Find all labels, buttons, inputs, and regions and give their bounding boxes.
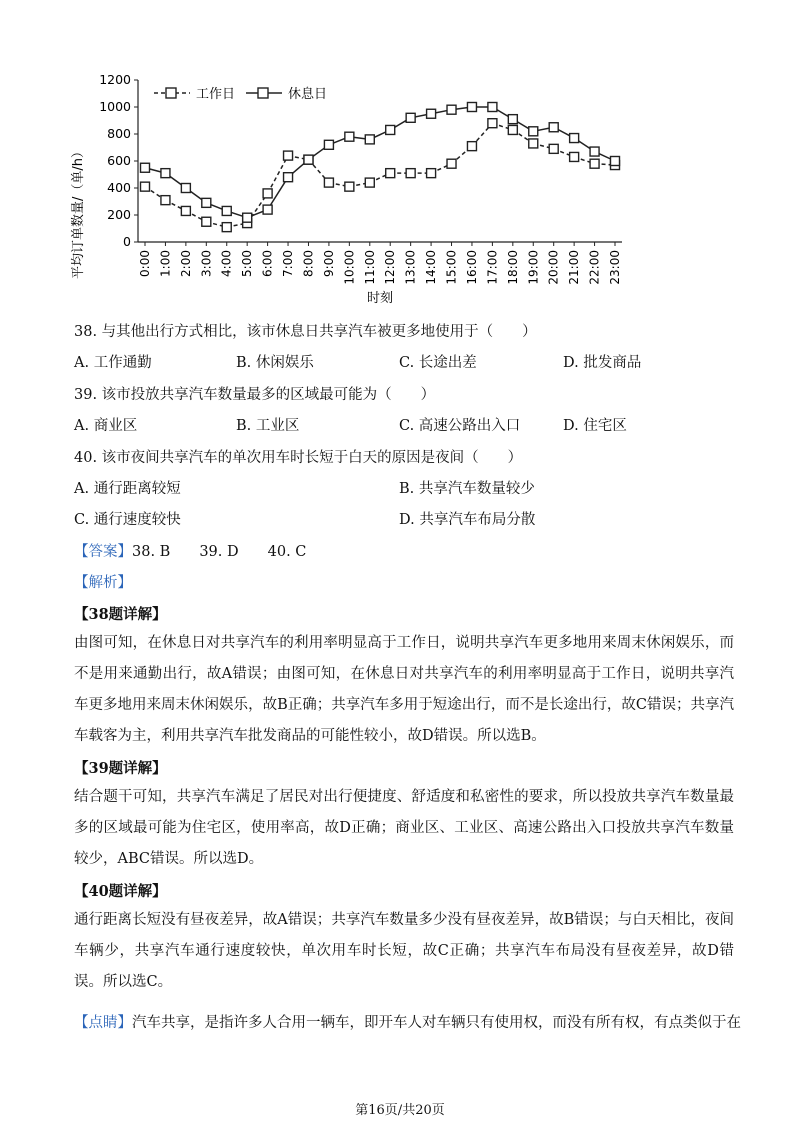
data-point <box>141 163 150 172</box>
chart-legend <box>154 86 327 102</box>
x-tick-label: 20:00 <box>546 250 561 285</box>
data-point <box>222 223 231 232</box>
data-point <box>611 157 620 166</box>
y-tick-label: 200 <box>107 207 131 222</box>
data-point <box>467 142 476 151</box>
q38-option-a: A. 工作通勤 <box>74 355 152 371</box>
y-axis-label: 平均订单数量/（单/h） <box>71 145 86 279</box>
data-point <box>447 105 456 114</box>
data-point <box>284 151 293 160</box>
data-point <box>161 169 170 178</box>
y-tick-label: 400 <box>107 180 131 195</box>
data-point <box>467 103 476 112</box>
data-point <box>202 198 211 207</box>
q38-option-b: B. 休闲娱乐 <box>236 355 314 371</box>
q39-explain-text: 结合题干可知，共享汽车满足了居民对出行便捷度、舒适度和私密性的要求，所以投放共享汽车数量最多的区域最可能为住宅区，使用率高，故D正确；商业区、工业区、高速公路出入口投放共享汽车数量较少，ABC错误。所以选D。 <box>74 789 734 867</box>
data-point <box>386 169 395 178</box>
legend-workday: 工作日 <box>196 87 236 102</box>
data-point <box>222 206 231 215</box>
data-point <box>181 206 190 215</box>
data-point <box>324 178 333 187</box>
data-point <box>488 119 497 128</box>
q39-explain-title: 【39题详解】 <box>74 760 167 777</box>
x-tick-label: 23:00 <box>608 250 622 285</box>
x-tick-label: 18:00 <box>505 250 520 285</box>
data-point <box>508 115 517 124</box>
x-tick-label: 14:00 <box>424 250 439 285</box>
y-tick-label: 600 <box>107 153 131 168</box>
question-40-stem: 40. 该市夜间共享汽车的单次用车时长短于白天的原因是夜间（ ） <box>74 450 523 466</box>
x-tick-label: 10:00 <box>342 250 357 285</box>
y-tick-label: 1000 <box>99 99 131 114</box>
y-tick-label: 800 <box>107 126 131 141</box>
answer-line <box>74 540 306 561</box>
data-point <box>324 140 333 149</box>
q39-option-a: A. 商业区 <box>74 418 138 434</box>
x-tick-label: 3:00 <box>199 250 214 277</box>
data-point <box>243 213 252 222</box>
data-point <box>365 178 374 187</box>
tip-text: 汽车共享，是指许多人合用一辆车，即开车人对车辆只有使用权，而没有所有权，有点类似于在 <box>132 1015 741 1031</box>
data-point <box>263 205 272 214</box>
data-point <box>427 169 436 178</box>
x-tick-label: 1:00 <box>158 250 173 277</box>
q40-option-b: B. 共享汽车数量较少 <box>399 481 535 497</box>
data-point <box>181 184 190 193</box>
legend-restday: 休息日 <box>288 87 328 102</box>
x-axis-label: 时刻 <box>366 291 394 306</box>
q40-option-d: D. 共享汽车布局分散 <box>399 512 536 528</box>
x-tick-label: 11:00 <box>362 250 377 285</box>
data-point <box>345 182 354 191</box>
tip-label: 【点睛】 <box>74 1015 132 1031</box>
data-point <box>284 173 293 182</box>
data-point <box>529 127 538 136</box>
data-point <box>549 123 558 132</box>
data-point <box>549 144 558 153</box>
line-chart <box>60 62 640 312</box>
q38-explain-text: 由图可知，在休息日对共享汽车的利用率明显高于工作日，说明共享汽车更多地用来周末休闲娱乐，而不是用来通勤出行，故A错误；由图可知，在休息日对共享汽车的利用率明显高于工作日，说明共享汽车更多地用来周末休闲娱乐，故B正确；共享汽车多用于短途出行，而不是长途出行，故C错误；共享汽车载客为主，利用共享汽车批发商品的可能性较小，故D错误。所以选B。 <box>74 635 734 744</box>
q38-explain-title: 【38题详解】 <box>74 606 167 623</box>
q40-explain-title: 【40题详解】 <box>74 883 167 900</box>
data-point <box>590 159 599 168</box>
analysis-label: 【解析】 <box>74 575 132 591</box>
q38-option-c: C. 长途出差 <box>399 355 477 371</box>
x-tick-label: 6:00 <box>260 250 275 277</box>
data-point <box>406 169 415 178</box>
answer-label: 【答案】 <box>74 544 132 560</box>
question-39-stem: 39. 该市投放共享汽车数量最多的区域最可能为（ ） <box>74 387 436 403</box>
tip-line <box>74 1011 741 1032</box>
q40-explain-text: 通行距离长短没有昼夜差异，故A错误；共享汽车数量多少没有昼夜差异，故B错误；与白天相比，夜间车辆少，共享汽车通行速度较快，单次用车时长短，故C正确；共享汽车布局没有昼夜差异，故D错误。所以选C。 <box>74 912 734 990</box>
q38-option-d: D. 批发商品 <box>563 355 642 371</box>
data-point <box>386 125 395 134</box>
data-point <box>427 109 436 118</box>
series-workday <box>141 119 620 232</box>
q40-option-c: C. 通行速度较快 <box>74 512 181 528</box>
q39-option-b: B. 工业区 <box>236 418 300 434</box>
x-tick-label: 0:00 <box>138 250 152 277</box>
x-tick-label: 15:00 <box>444 250 459 285</box>
data-point <box>529 139 538 148</box>
page-footer: 第16页/共20页 <box>355 1103 445 1118</box>
data-point <box>447 159 456 168</box>
x-tick-label: 5:00 <box>240 250 255 277</box>
x-tick-label: 16:00 <box>464 250 479 285</box>
data-point <box>263 189 272 198</box>
data-point <box>570 134 579 143</box>
q39-option-d: D. 住宅区 <box>563 418 627 434</box>
x-tick-label: 22:00 <box>587 250 602 285</box>
x-tick-label: 9:00 <box>321 250 336 277</box>
x-tick-label: 12:00 <box>383 250 398 285</box>
answer-text: 38. B 39. D 40. C <box>132 544 307 560</box>
q40-option-a: A. 通行距离较短 <box>74 481 181 497</box>
q39-option-c: C. 高速公路出入口 <box>399 418 521 434</box>
data-point <box>508 125 517 134</box>
x-tick-label: 4:00 <box>219 250 234 277</box>
x-tick-label: 7:00 <box>281 249 296 277</box>
data-point <box>304 155 313 164</box>
data-point <box>488 103 497 112</box>
x-tick-label: 13:00 <box>403 250 418 285</box>
y-tick-label: 1200 <box>99 72 131 87</box>
x-tick-label: 2:00 <box>178 250 193 277</box>
x-tick-label: 8:00 <box>301 250 316 277</box>
x-tick-label: 17:00 <box>485 250 500 285</box>
data-point <box>141 182 150 191</box>
data-point <box>406 113 415 122</box>
data-point <box>345 132 354 141</box>
data-point <box>365 135 374 144</box>
data-point <box>202 217 211 226</box>
data-point <box>590 147 599 156</box>
data-point <box>161 196 170 205</box>
x-tick-label: 19:00 <box>526 250 541 285</box>
question-38-stem: 38. 与其他出行方式相比，该市休息日共享汽车被更多地使用于（ ） <box>74 324 537 340</box>
x-tick-label: 21:00 <box>567 250 582 285</box>
y-tick-label: 0 <box>123 234 131 249</box>
series-restday <box>141 103 620 223</box>
data-point <box>570 152 579 161</box>
